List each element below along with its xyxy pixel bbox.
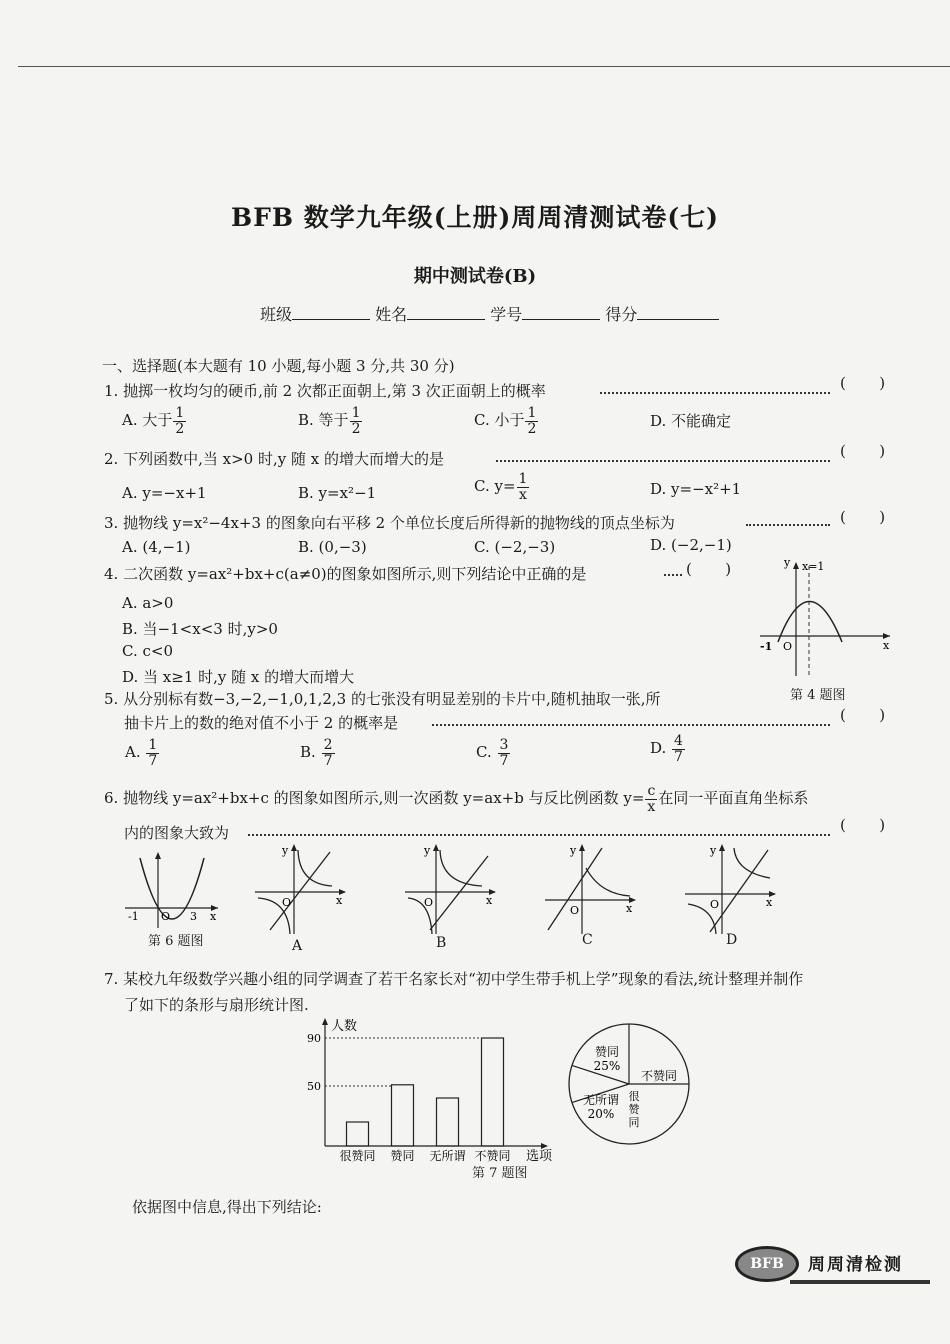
q5-option-a[interactable]: A. $\frac{1}{7}$ bbox=[125, 737, 158, 769]
q4-figure bbox=[750, 556, 895, 681]
bfb-logo: BFB bbox=[735, 1246, 799, 1282]
footer-brand: 周周清检测 bbox=[808, 1255, 903, 1275]
svg-text:x: x bbox=[766, 896, 773, 909]
svg-text:x: x bbox=[486, 894, 493, 907]
q6-label-a: A bbox=[292, 938, 303, 954]
svg-text:3: 3 bbox=[190, 910, 197, 923]
q7-caption: 第 7 题图 bbox=[472, 1166, 528, 1181]
bar-category-label: 很赞同 bbox=[339, 1149, 376, 1163]
student-info-row bbox=[260, 302, 719, 325]
svg-text:O: O bbox=[424, 896, 434, 909]
q4-option-c[interactable]: C. c<0 bbox=[122, 642, 173, 660]
q1-option-c[interactable]: C. 小于 $\frac{1}{2}$ bbox=[474, 405, 537, 437]
svg-text:O: O bbox=[710, 898, 720, 911]
pie-pct-label: 20% bbox=[587, 1107, 615, 1121]
name-label: 姓名 bbox=[375, 305, 408, 324]
bar-category-label: 不赞同 bbox=[474, 1149, 511, 1163]
q6-stem-2: 内的图象大致为 bbox=[124, 824, 230, 842]
q3-option-a[interactable]: A. (4,−1) bbox=[122, 538, 191, 556]
q6-label-d: D bbox=[726, 932, 738, 948]
section-heading: 一、选择题(本大题有 10 小题,每小题 3 分,共 30 分) bbox=[102, 357, 455, 375]
id-blank[interactable] bbox=[522, 305, 600, 320]
q7-stem-2: 了如下的条形与扇形统计图. bbox=[124, 996, 309, 1014]
bar-category-label: 无所谓 bbox=[429, 1149, 466, 1163]
pie-pct-label: 25% bbox=[593, 1059, 621, 1073]
svg-text:x: x bbox=[210, 910, 217, 923]
q4-option-a[interactable]: A. a>0 bbox=[122, 594, 174, 612]
svg-text:-1: -1 bbox=[128, 910, 139, 923]
svg-text:O: O bbox=[161, 910, 171, 923]
page-subtitle: 期中测试卷(B) bbox=[413, 266, 537, 287]
svg-text:O: O bbox=[282, 896, 292, 909]
q7-stem-1: 7. 某校九年级数学兴趣小组的同学调查了若干名家长对“初中学生带手机上学”现象的看法,统计整理并制作 bbox=[104, 970, 804, 988]
q2-stem: 2. 下列函数中,当 x>0 时,y 随 x 的增大而增大的是 bbox=[104, 450, 444, 468]
bar-2 bbox=[392, 1085, 414, 1146]
q6-label-b: B bbox=[436, 935, 447, 951]
pie-label: 同 bbox=[628, 1116, 640, 1129]
q5-stem-1: 5. 从分别标有数−3,−2,−1,0,1,2,3 的七张没有明显差别的卡片中,随机抽取一张,所 bbox=[104, 690, 661, 708]
q3-option-c[interactable]: C. (−2,−3) bbox=[474, 538, 556, 556]
q6-graph-b[interactable] bbox=[400, 842, 500, 937]
q2-option-c[interactable]: C. y= $\frac{1}{x}$ bbox=[474, 471, 528, 503]
q5-stem-2: 抽卡片上的数的绝对值不小于 2 的概率是 bbox=[124, 714, 399, 732]
q4-option-d[interactable]: D. 当 x≥1 时,y 随 x 的增大而增大 bbox=[122, 668, 355, 686]
name-blank[interactable] bbox=[407, 305, 485, 320]
top-rule bbox=[18, 66, 950, 67]
q5-option-b[interactable]: B. $\frac{2}{7}$ bbox=[300, 737, 333, 769]
q2-option-d[interactable]: D. y=−x²+1 bbox=[650, 480, 742, 498]
pie-label: 赞同 bbox=[594, 1045, 620, 1059]
pie-label: 无所谓 bbox=[582, 1093, 620, 1107]
q3-option-b[interactable]: B. (0,−3) bbox=[298, 538, 367, 556]
svg-text:y: y bbox=[424, 844, 431, 857]
q6-graph-c[interactable] bbox=[540, 842, 640, 937]
bar-y-label: 人数 bbox=[331, 1019, 358, 1034]
q7-bar-chart bbox=[300, 1014, 560, 1164]
score-label: 得分 bbox=[605, 305, 638, 324]
q6-label-c: C bbox=[582, 932, 593, 948]
pie-label: 不赞同 bbox=[640, 1069, 678, 1083]
bar-x-label: 选项 bbox=[526, 1149, 553, 1164]
q1-option-d[interactable]: D. 不能确定 bbox=[650, 412, 732, 430]
class-label: 班级 bbox=[260, 305, 293, 324]
q5-option-c[interactable]: C. $\frac{3}{7}$ bbox=[476, 737, 509, 769]
pie-label: 很 bbox=[628, 1090, 640, 1103]
q5-option-d[interactable]: D. $\frac{4}{7}$ bbox=[650, 733, 683, 765]
svg-text:-1: -1 bbox=[760, 640, 773, 653]
bar-y-tick: 50 bbox=[307, 1080, 321, 1093]
svg-text:x: x bbox=[883, 639, 890, 652]
bar-category-label: 赞同 bbox=[390, 1149, 415, 1163]
svg-text:O: O bbox=[783, 640, 793, 653]
q1-option-a[interactable]: A. 大于 $\frac{1}{2}$ bbox=[122, 405, 185, 437]
q1-option-b[interactable]: B. 等于 $\frac{1}{2}$ bbox=[298, 405, 361, 437]
svg-text:x: x bbox=[626, 902, 633, 915]
q3-stem: 3. 抛物线 y=x²−4x+3 的图象向右平移 2 个单位长度后所得新的抛物线的顶点坐标为 bbox=[104, 514, 675, 532]
q3-option-d[interactable]: D. (−2,−1) bbox=[650, 536, 732, 554]
pie-label: 赞 bbox=[628, 1103, 640, 1116]
q7-pie-chart bbox=[565, 1018, 695, 1152]
q2-option-a[interactable]: A. y=−x+1 bbox=[122, 484, 207, 502]
score-blank[interactable] bbox=[637, 305, 719, 320]
svg-text:y: y bbox=[570, 844, 577, 857]
svg-text:y: y bbox=[282, 844, 289, 857]
bar-y-tick: 90 bbox=[307, 1032, 321, 1045]
q7-conclusion: 依据图中信息,得出下列结论: bbox=[132, 1198, 322, 1216]
q4-option-b[interactable]: B. 当−1<x<3 时,y>0 bbox=[122, 620, 278, 638]
q6-graph-d[interactable] bbox=[680, 842, 780, 937]
svg-text:y: y bbox=[784, 556, 791, 569]
bar-1 bbox=[347, 1122, 369, 1146]
footer-rule bbox=[790, 1280, 930, 1284]
svg-text:x=1: x=1 bbox=[802, 560, 825, 573]
id-label: 学号 bbox=[490, 305, 523, 324]
q1-stem: 1. 抛掷一枚均匀的硬币,前 2 次都正面朝上,第 3 次正面朝上的概率 bbox=[104, 382, 546, 400]
q2-option-b[interactable]: B. y=x²−1 bbox=[298, 484, 377, 502]
svg-text:O: O bbox=[570, 904, 580, 917]
q4-caption: 第 4 题图 bbox=[790, 688, 846, 703]
q6-stem-1: 6. 抛物线 y=ax²+bx+c 的图象如图所示,则一次函数 y=ax+b 与反比例函数 y= $\frac{c}{x}$ 在同一平面直角坐标系 bbox=[104, 783, 809, 815]
q4-stem: 4. 二次函数 y=ax²+bx+c(a≠0)的图象如图所示,则下列结论中正确的是 bbox=[104, 565, 587, 583]
bar-3 bbox=[437, 1098, 459, 1146]
q6-caption: 第 6 题图 bbox=[148, 934, 204, 949]
bar-4 bbox=[482, 1038, 504, 1146]
svg-text:x: x bbox=[336, 894, 343, 907]
q6-graph-a[interactable] bbox=[250, 842, 350, 937]
q6-figure bbox=[120, 850, 220, 930]
svg-text:y: y bbox=[710, 844, 717, 857]
class-blank[interactable] bbox=[292, 305, 370, 320]
page-title: BFB 数学九年级(上册)周周清测试卷(七) bbox=[230, 203, 720, 232]
